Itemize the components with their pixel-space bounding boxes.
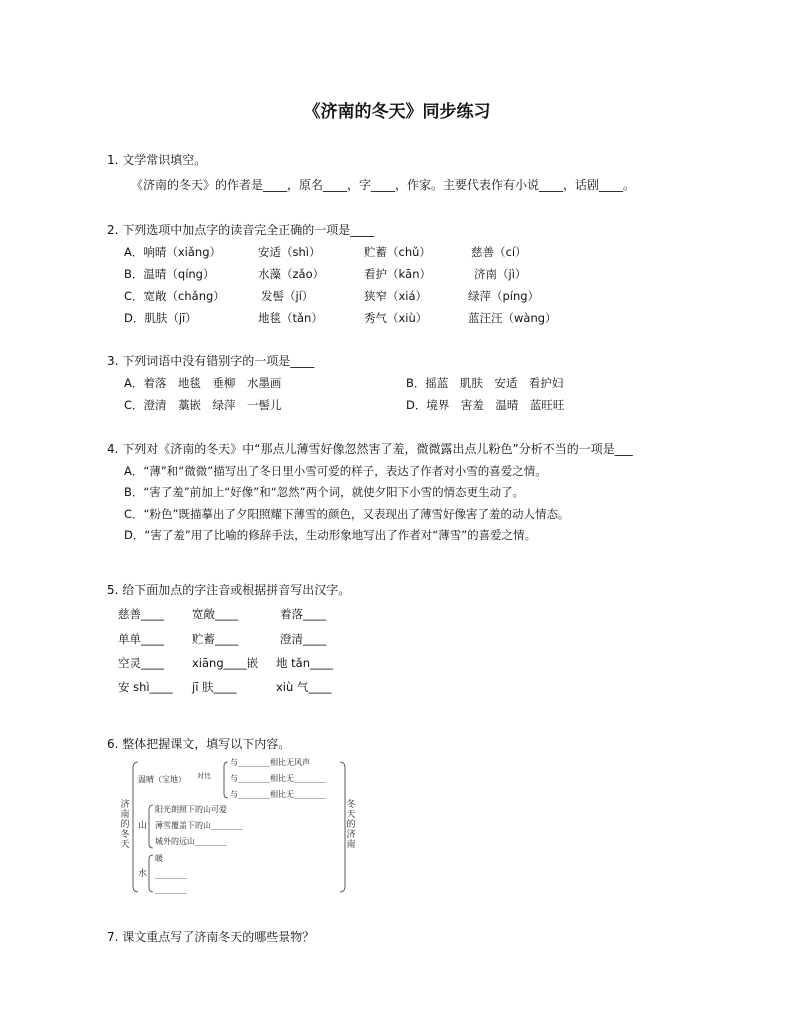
q2-option-c-2: 发髻（jí） (261, 289, 314, 303)
q4-option-d: D．“害了羞”用了比喻的修辞手法，生动形象地写出了作者对“薄雪”的喜爱之情。 (124, 528, 537, 542)
page-title: 《济南的冬天》同步练习 (303, 102, 491, 122)
diagram-contrast: 对比 (197, 772, 211, 780)
diagram-weather: 温晴（宝地） (138, 775, 186, 784)
q3-option-a: A．着落 地毯 垂柳 水墨画 (124, 376, 282, 390)
q5-stem: 5. 给下面加点的字注音或根据拼音写出汉字。 (107, 583, 351, 597)
q2-option-b-1: B．温晴（qíng） (124, 267, 215, 281)
q2-option-a-4: 慈善（cí） (471, 245, 527, 259)
diagram-weather-item: 与________相比无风声 (230, 758, 310, 767)
q5-item: 空灵____ (118, 656, 164, 670)
diagram-mountain-item: 阳光朗照下的山可爱 (155, 805, 227, 814)
diagram-water-item: ________ (155, 870, 187, 879)
q5-item: 宽敞____ (192, 607, 238, 621)
q2-option-a-2: 安适（shì） (258, 245, 321, 259)
q6-stem: 6. 整体把握课文，填写以下内容。 (107, 737, 291, 751)
q5-item: 地 tǎn____ (276, 656, 334, 670)
diagram-weather-item: 与________相比无________ (230, 790, 326, 799)
q2-option-c-3: 狭窄（xiá） (364, 289, 428, 303)
q1-body: 《济南的冬天》的作者是____，原名____，字____，作家。主要代表作有小说____，话剧____。 (131, 178, 636, 192)
q2-option-c-1: C．宽敞（chǎng） (124, 289, 225, 303)
q5-item: xiù 气____ (276, 680, 332, 694)
q4-option-a: A．“薄”和“微微”描写出了冬日里小雪可爱的样子，表达了作者对小雪的喜爱之情。 (124, 464, 547, 478)
q5-item: 慈善____ (118, 607, 164, 621)
structure-diagram (118, 758, 358, 896)
q2-option-d-3: 秀气（xiù） (364, 311, 428, 325)
q3-stem: 3. 下列词语中没有错别字的一项是____ (107, 354, 315, 368)
q7-stem: 7. 课文重点写了济南冬天的哪些景物？ (107, 930, 315, 944)
q1-stem: 1. 文学常识填空。 (107, 153, 207, 167)
q2-option-a-3: 贮蓄（chǔ） (364, 245, 431, 259)
diagram-mountain-item: 城外的远山________ (155, 837, 227, 846)
diagram-water-item: 暖 (155, 854, 163, 863)
q3-option-c: C．澄清 藁嵌 绿萍 一髻儿 (124, 398, 282, 412)
diagram-right-title: 冬天的济南 (346, 800, 356, 850)
q3-option-b: B．摇蓝 肌肤 安适 看护妇 (406, 376, 564, 390)
q5-item: xiāng____嵌 (192, 656, 259, 670)
q5-item: 着落____ (280, 607, 326, 621)
q5-item: 单单____ (118, 632, 164, 646)
q2-stem: 2. 下列选项中加点字的读音完全正确的一项是____ (107, 223, 375, 237)
diagram-water: 水 (138, 869, 148, 879)
q3-option-d: D．境界 害羞 温晴 蓝旺旺 (406, 398, 565, 412)
q2-option-a-1: A．响晴（xiǎng） (124, 245, 222, 259)
q2-option-d-2: 地毯（tǎn） (258, 311, 323, 325)
diagram-mountain: 山 (138, 821, 148, 831)
diagram-water-item: ________ (155, 885, 187, 894)
diagram-weather-item: 与________相比无________ (230, 774, 326, 783)
q5-item: 澄清____ (280, 632, 326, 646)
q2-option-b-4: 济南（jì） (474, 267, 527, 281)
q4-stem: 4. 下列对《济南的冬天》中“那点儿薄雪好像忽然害了羞，微微露出点儿粉色”分析不当的一项是___ (107, 442, 633, 456)
q2-option-d-1: D．肌肤（jī） (124, 311, 197, 325)
q5-item: jī 肤____ (192, 680, 237, 694)
q4-option-b: B．“害了羞”前加上“好像”和“忽然”两个词，就使夕阳下小雪的情态更生动了。 (124, 485, 525, 499)
q2-option-d-4: 蓝汪汪（wàng） (468, 311, 557, 325)
q2-option-b-3: 看护（kān） (364, 267, 431, 281)
q5-item: 贮蓄____ (192, 632, 238, 646)
diagram-mountain-item: 薄雪覆盖下的山________ (155, 821, 243, 830)
q4-option-c: C．“粉色”既描摹出了夕阳照耀下薄雪的颜色，又表现出了薄雪好像害了羞的动人情态。 (124, 507, 570, 521)
diagram-left-title: 济南的冬天 (120, 800, 130, 850)
q2-option-b-2: 水藻（zǎo） (258, 267, 325, 281)
q5-item: 安 shì____ (118, 680, 173, 694)
q2-option-c-4: 绿萍（píng） (468, 289, 540, 303)
